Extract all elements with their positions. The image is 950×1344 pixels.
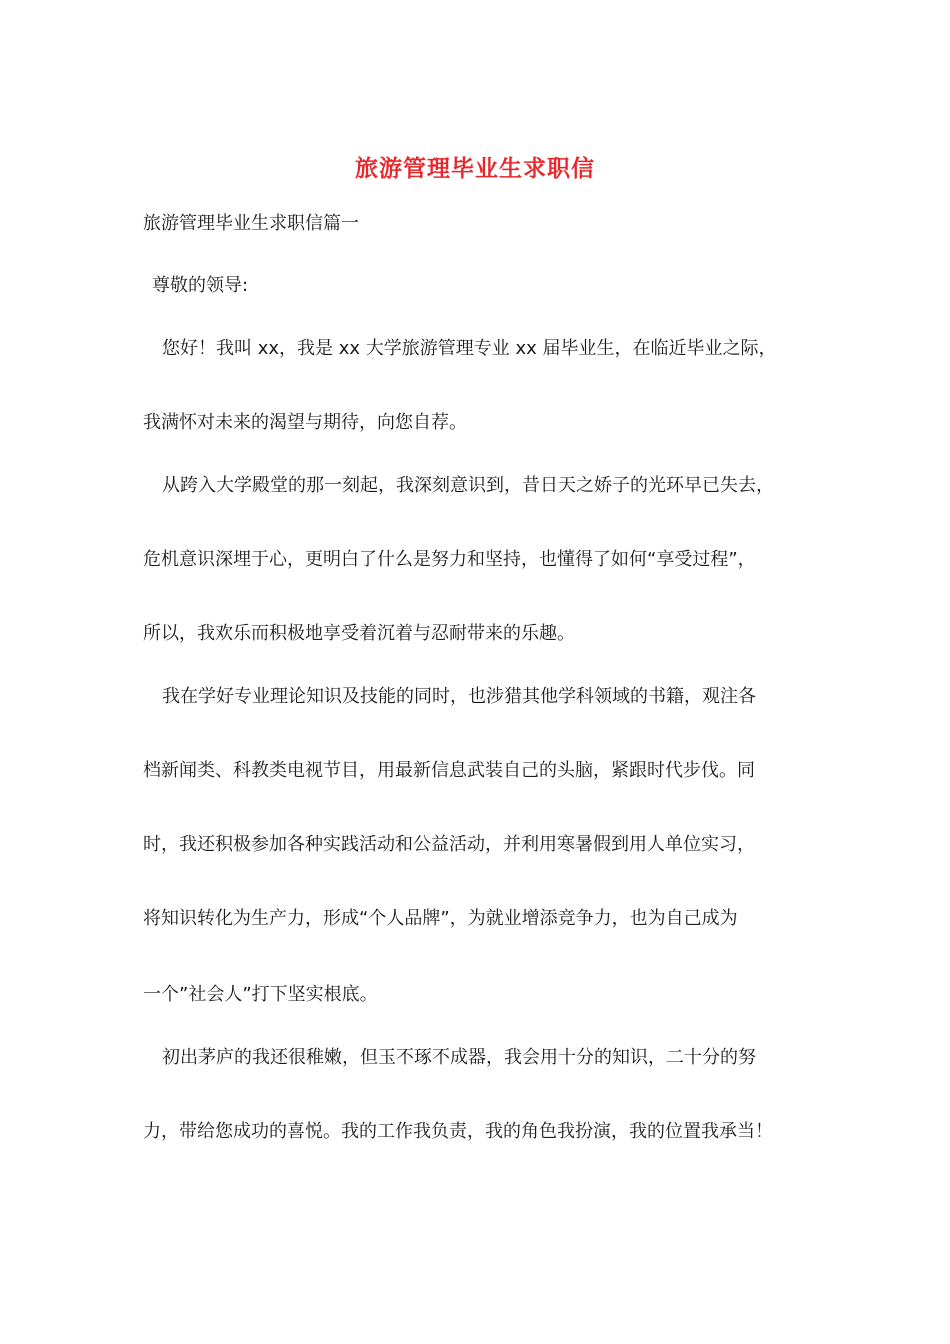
paragraph-line: 一个”社会人”打下坚实根底。 bbox=[143, 984, 378, 1005]
paragraph-line: 力，带给您成功的喜悦。我的工作我负责，我的角色我扮演，我的位置我承当！ bbox=[143, 1121, 773, 1142]
paragraph-line: 时，我还积极参加各种实践活动和公益活动，并利用寒暑假到用人单位实习， bbox=[143, 834, 755, 855]
paragraph-line: 危机意识深埋于心，更明白了什么是努力和坚持，也懂得了如何“享受过程”， bbox=[143, 549, 756, 570]
paragraph-line: 您好！我叫 xx，我是 xx 大学旅游管理专业 xx 届毕业生，在临近毕业之际， bbox=[162, 338, 777, 359]
paragraph-line: 档新闻类、科教类电视节目，用最新信息武装自己的头脑，紧跟时代步伐。同 bbox=[143, 760, 755, 781]
section-heading: 旅游管理毕业生求职信篇一 bbox=[143, 213, 359, 234]
paragraph-line: 从跨入大学殿堂的那一刻起，我深刻意识到，昔日天之娇子的光环早已失去， bbox=[162, 475, 774, 496]
salutation: 尊敬的领导: bbox=[152, 275, 249, 296]
paragraph-line: 我满怀对未来的渴望与期待，向您自荐。 bbox=[143, 412, 467, 433]
paragraph-line: 将知识转化为生产力，形成“个人品牌”，为就业增添竞争力，也为自己成为 bbox=[143, 908, 738, 929]
document-title: 旅游管理毕业生求职信 bbox=[355, 155, 595, 182]
paragraph-line: 我在学好专业理论知识及技能的同时，也涉猎其他学科领域的书籍，观注各 bbox=[162, 686, 756, 707]
paragraph-line: 所以，我欢乐而积极地享受着沉着与忍耐带来的乐趣。 bbox=[143, 623, 575, 644]
paragraph-line: 初出茅庐的我还很稚嫩，但玉不琢不成器，我会用十分的知识，二十分的努 bbox=[162, 1047, 756, 1068]
